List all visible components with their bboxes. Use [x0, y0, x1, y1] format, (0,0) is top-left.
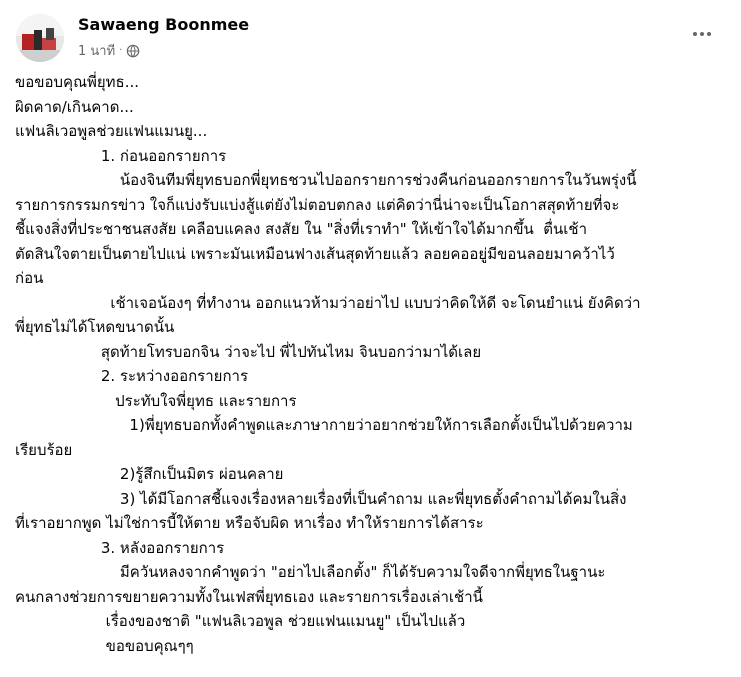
post-text-line: ที่เราอยากพูด ไม่ใช่การบี้ให้ตาย หรือจับผิด หาเรื่อง ทำให้รายการได้สาระ [15, 514, 484, 532]
post-text-line: 3. หลังออกรายการ [15, 538, 225, 557]
post-text-line: ก่อน [15, 269, 44, 287]
post-text-line: เรื่องของชาติ "แฟนลิเวอพูล ช่วยแฟนแมนยู" เป็นไปแล้ว [15, 612, 466, 630]
post-text-line: ประทับใจพี่ยุทธ และรายการ [15, 391, 297, 410]
post-text-line: พี่ยุทธไม่ได้โหดขนาดนั้น [15, 318, 175, 336]
avatar[interactable] [16, 14, 64, 62]
more-dot-icon [693, 32, 697, 36]
post-text-line: คนกลางช่วยการขยายความทั้งในเฟสพี่ยุทธเอง และรายการเรื่องเล่าเช้านี้ [15, 587, 483, 606]
post-text-line: รายการกรรมกรข่าว ใจก็แบ่งรับแบ่งสู้แต่ยังไม่ตอบตกลง แต่คิดว่านี่น่าจะเป็นโอกาสสุดท้ายที่จะ [15, 195, 620, 214]
post-text-line: 1. ก่อนออกรายการ [15, 146, 227, 165]
meta-separator: · [119, 45, 123, 56]
post-text-line: ชี้แจงสิ่งที่ประชาชนสงสัย เคลือบแคลง สงสัย ใน "สิ่งที่เราทำ" ให้เข้าใจได้มากขึ้น ตื่นเช้า [15, 220, 588, 238]
post-text-line: น้องจินทีมพี่ยุทธบอกพี่ยุทธชวนไปออกรายการช่วงคืนก่อนออกรายการในวันพรุ่งนี้ [15, 171, 637, 189]
post-text-line: ผิดคาด/เกินคาด... [15, 97, 134, 116]
more-options-button[interactable] [684, 20, 720, 48]
post-text-line: ตัดสินใจตายเป็นตายไปแน่ เพราะมันเหมือนฟางเส้นสุดท้ายแล้ว ลอยคออยู่มีขอนลอยมาคว้าไว้ [15, 244, 615, 263]
post-text-line: ขอขอบคุณพี่ยุทธ... [15, 73, 140, 91]
post-text-line: เช้าเจอน้องๆ ที่ทำงาน ออกแนวห้ามว่าอย่าไป แบบว่าคิดให้ดี จะโดนยำแน่ ยังคิดว่า [15, 293, 641, 312]
post-text-line: สุดท้ายโทรบอกจิน ว่าจะไป พี่ไปทันไหม จินบอกว่ามาได้เลย [15, 342, 482, 361]
post-meta [78, 40, 140, 61]
post-timestamp[interactable]: 1 นาที [78, 44, 116, 59]
post-text-line: 2. ระหว่างออกรายการ [15, 367, 249, 385]
globe-icon[interactable] [126, 44, 140, 58]
post-text-line: เรียบร้อย [15, 440, 73, 459]
more-dot-icon [700, 32, 704, 36]
post-text-line: แฟนลิเวอพูลช่วยแฟนแมนยู... [15, 122, 208, 140]
post-text-line: 3) ได้มีโอกาสชี้แจงเรื่องหลายเรื่องที่เป็นคำถาม และพี่ยุทธตั้งคำถามได้คมในสิ่ง [15, 489, 627, 508]
post-text-line: 1)พี่ยุทธบอกทั้งคำพูดและภาษากายว่าอยากช่วยให้การเลือกตั้งเป็นไปด้วยความ [15, 416, 633, 434]
post-text-line: ขอขอบคุณๆๆ [15, 636, 194, 655]
post-text-line: มีควันหลงจากคำพูดว่า "อย่าไปเลือกตั้ง" ก็ได้รับความใจดีจากพี่ยุทธในฐานะ [15, 563, 606, 581]
post-text [15, 70, 730, 658]
post-author-name[interactable]: Sawaeng Boonmee [78, 15, 250, 34]
more-dot-icon [707, 32, 711, 36]
post-text-line: 2)รู้สึกเป็นมิตร ผ่อนคลาย [15, 465, 284, 483]
